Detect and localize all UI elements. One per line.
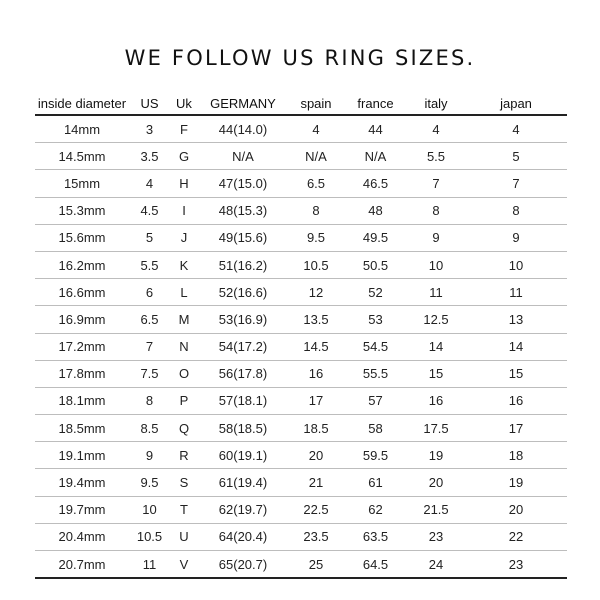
cell-uk: O (170, 360, 198, 387)
cell-spain: 21 (288, 469, 344, 496)
cell-uk: H (170, 170, 198, 197)
cell-uk: Q (170, 415, 198, 442)
table-row (35, 442, 567, 469)
cell-us: 8 (129, 387, 170, 414)
cell-france: 46.5 (344, 170, 407, 197)
cell-italy: 17.5 (407, 415, 465, 442)
cell-inside-diameter: 16.9mm (35, 306, 129, 333)
cell-us: 9.5 (129, 469, 170, 496)
cell-japan: 17 (465, 415, 567, 442)
header-italy: italy (407, 92, 465, 115)
cell-inside-diameter: 18.5mm (35, 415, 129, 442)
cell-inside-diameter: 14.5mm (35, 143, 129, 170)
cell-japan: 7 (465, 170, 567, 197)
cell-inside-diameter: 19.1mm (35, 442, 129, 469)
cell-spain: 20 (288, 442, 344, 469)
cell-spain: N/A (288, 143, 344, 170)
table-row (35, 143, 567, 170)
cell-france: 62 (344, 496, 407, 523)
cell-us: 9 (129, 442, 170, 469)
cell-us: 4 (129, 170, 170, 197)
cell-spain: 14.5 (288, 333, 344, 360)
table-row (35, 415, 567, 442)
cell-italy: 19 (407, 442, 465, 469)
cell-japan: 18 (465, 442, 567, 469)
cell-uk: T (170, 496, 198, 523)
cell-france: 54.5 (344, 333, 407, 360)
cell-us: 4.5 (129, 197, 170, 224)
table-row (35, 387, 567, 414)
table-row (35, 170, 567, 197)
cell-italy: 8 (407, 197, 465, 224)
cell-inside-diameter: 20.4mm (35, 523, 129, 550)
table-row (35, 251, 567, 278)
table-row (35, 469, 567, 496)
cell-inside-diameter: 17.2mm (35, 333, 129, 360)
cell-france: 52 (344, 279, 407, 306)
cell-us: 7.5 (129, 360, 170, 387)
cell-us: 10 (129, 496, 170, 523)
cell-italy: 5.5 (407, 143, 465, 170)
cell-germany: 52(16.6) (198, 279, 288, 306)
cell-japan: 13 (465, 306, 567, 333)
cell-germany: 62(19.7) (198, 496, 288, 523)
table-row (35, 279, 567, 306)
cell-italy: 4 (407, 115, 465, 143)
ring-size-table (35, 92, 567, 579)
cell-inside-diameter: 16.6mm (35, 279, 129, 306)
cell-uk: S (170, 469, 198, 496)
cell-italy: 14 (407, 333, 465, 360)
cell-us: 3 (129, 115, 170, 143)
cell-japan: 16 (465, 387, 567, 414)
table-row (35, 115, 567, 143)
cell-france: 48 (344, 197, 407, 224)
cell-japan: 9 (465, 224, 567, 251)
cell-uk: F (170, 115, 198, 143)
table-row (35, 333, 567, 360)
cell-us: 6.5 (129, 306, 170, 333)
cell-uk: G (170, 143, 198, 170)
cell-japan: 10 (465, 251, 567, 278)
cell-germany: 48(15.3) (198, 197, 288, 224)
cell-france: 50.5 (344, 251, 407, 278)
table-body (35, 115, 567, 578)
cell-france: 61 (344, 469, 407, 496)
cell-germany: 53(16.9) (198, 306, 288, 333)
cell-spain: 23.5 (288, 523, 344, 550)
ring-size-table-container (35, 92, 567, 579)
cell-spain: 13.5 (288, 306, 344, 333)
cell-italy: 9 (407, 224, 465, 251)
cell-japan: 11 (465, 279, 567, 306)
header-inside-diameter: inside diameter (35, 92, 129, 115)
cell-italy: 7 (407, 170, 465, 197)
header-japan: japan (465, 92, 567, 115)
cell-italy: 20 (407, 469, 465, 496)
cell-us: 10.5 (129, 523, 170, 550)
table-row (35, 496, 567, 523)
cell-france: 64.5 (344, 551, 407, 579)
cell-france: 53 (344, 306, 407, 333)
cell-inside-diameter: 17.8mm (35, 360, 129, 387)
cell-inside-diameter: 18.1mm (35, 387, 129, 414)
cell-uk: M (170, 306, 198, 333)
cell-spain: 8 (288, 197, 344, 224)
cell-uk: P (170, 387, 198, 414)
cell-germany: N/A (198, 143, 288, 170)
cell-us: 7 (129, 333, 170, 360)
header-uk: Uk (170, 92, 198, 115)
cell-germany: 61(19.4) (198, 469, 288, 496)
cell-spain: 25 (288, 551, 344, 579)
cell-spain: 6.5 (288, 170, 344, 197)
cell-us: 5.5 (129, 251, 170, 278)
cell-spain: 9.5 (288, 224, 344, 251)
cell-us: 3.5 (129, 143, 170, 170)
cell-germany: 65(20.7) (198, 551, 288, 579)
cell-italy: 15 (407, 360, 465, 387)
table-row (35, 360, 567, 387)
cell-us: 11 (129, 551, 170, 579)
cell-inside-diameter: 16.2mm (35, 251, 129, 278)
cell-japan: 14 (465, 333, 567, 360)
cell-italy: 16 (407, 387, 465, 414)
cell-germany: 60(19.1) (198, 442, 288, 469)
cell-france: N/A (344, 143, 407, 170)
cell-japan: 20 (465, 496, 567, 523)
cell-uk: L (170, 279, 198, 306)
cell-italy: 23 (407, 523, 465, 550)
cell-japan: 4 (465, 115, 567, 143)
cell-germany: 54(17.2) (198, 333, 288, 360)
cell-germany: 56(17.8) (198, 360, 288, 387)
cell-france: 44 (344, 115, 407, 143)
cell-us: 6 (129, 279, 170, 306)
cell-spain: 12 (288, 279, 344, 306)
cell-italy: 11 (407, 279, 465, 306)
cell-japan: 23 (465, 551, 567, 579)
cell-inside-diameter: 15.3mm (35, 197, 129, 224)
cell-germany: 44(14.0) (198, 115, 288, 143)
table-row (35, 197, 567, 224)
cell-france: 57 (344, 387, 407, 414)
cell-japan: 8 (465, 197, 567, 224)
cell-uk: U (170, 523, 198, 550)
header-france: france (344, 92, 407, 115)
cell-japan: 5 (465, 143, 567, 170)
cell-france: 49.5 (344, 224, 407, 251)
table-row (35, 523, 567, 550)
cell-germany: 57(18.1) (198, 387, 288, 414)
cell-france: 55.5 (344, 360, 407, 387)
cell-inside-diameter: 20.7mm (35, 551, 129, 579)
cell-italy: 12.5 (407, 306, 465, 333)
table-row (35, 224, 567, 251)
cell-spain: 17 (288, 387, 344, 414)
cell-spain: 4 (288, 115, 344, 143)
cell-inside-diameter: 14mm (35, 115, 129, 143)
cell-uk: R (170, 442, 198, 469)
table-row (35, 306, 567, 333)
cell-inside-diameter: 19.7mm (35, 496, 129, 523)
cell-uk: I (170, 197, 198, 224)
cell-uk: J (170, 224, 198, 251)
header-us: US (129, 92, 170, 115)
cell-germany: 58(18.5) (198, 415, 288, 442)
cell-spain: 16 (288, 360, 344, 387)
cell-france: 59.5 (344, 442, 407, 469)
cell-japan: 15 (465, 360, 567, 387)
cell-inside-diameter: 15.6mm (35, 224, 129, 251)
cell-italy: 10 (407, 251, 465, 278)
table-row (35, 551, 567, 579)
cell-uk: V (170, 551, 198, 579)
header-germany: GERMANY (198, 92, 288, 115)
cell-germany: 64(20.4) (198, 523, 288, 550)
cell-japan: 22 (465, 523, 567, 550)
cell-spain: 22.5 (288, 496, 344, 523)
cell-germany: 49(15.6) (198, 224, 288, 251)
cell-italy: 24 (407, 551, 465, 579)
cell-uk: N (170, 333, 198, 360)
cell-japan: 19 (465, 469, 567, 496)
cell-us: 5 (129, 224, 170, 251)
cell-germany: 51(16.2) (198, 251, 288, 278)
cell-uk: K (170, 251, 198, 278)
cell-spain: 10.5 (288, 251, 344, 278)
cell-inside-diameter: 19.4mm (35, 469, 129, 496)
header-spain: spain (288, 92, 344, 115)
cell-spain: 18.5 (288, 415, 344, 442)
table-header-row (35, 92, 567, 115)
page-title: WE FOLLOW US RING SIZES. (124, 46, 476, 70)
cell-germany: 47(15.0) (198, 170, 288, 197)
cell-italy: 21.5 (407, 496, 465, 523)
cell-us: 8.5 (129, 415, 170, 442)
cell-france: 58 (344, 415, 407, 442)
cell-inside-diameter: 15mm (35, 170, 129, 197)
cell-france: 63.5 (344, 523, 407, 550)
